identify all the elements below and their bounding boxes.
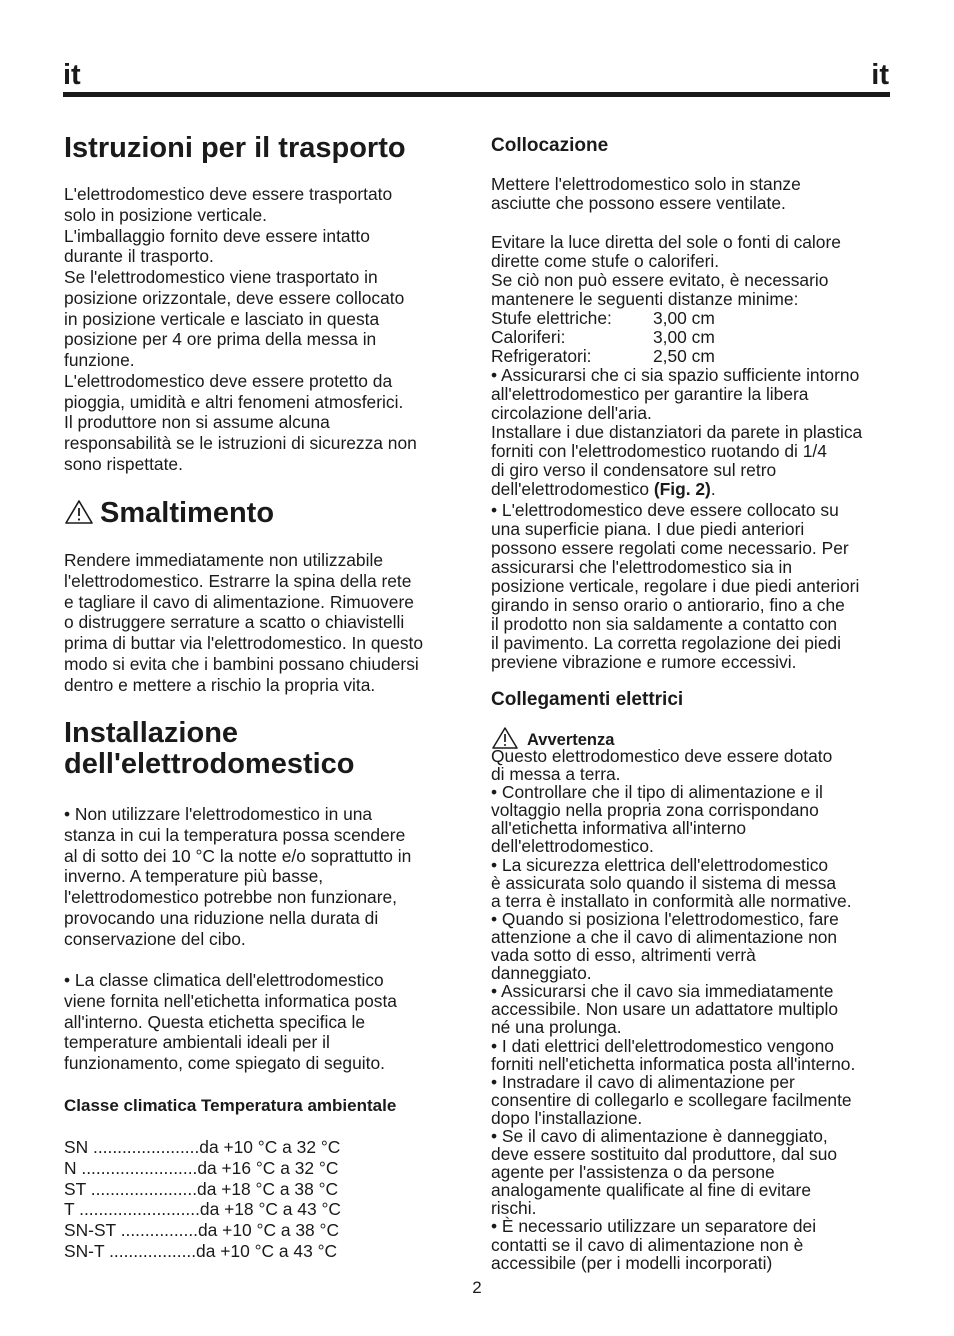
text-line: attenzione a che il cavo di alimentazione non [491, 926, 838, 947]
distance-label: Stufe elettriche: [491, 308, 612, 328]
text-line: T .........................da +18 °C a 43 °C [64, 1199, 341, 1220]
disposal-title: Smaltimento [100, 497, 275, 529]
text-line: • I dati elettrici dell'elettrodomestico vengono [491, 1035, 834, 1056]
text-line: • Controllare che il tipo di alimentazione e il [491, 782, 823, 803]
header-rule [63, 92, 890, 97]
text-line: in posizione verticale e lasciato in questa [64, 308, 380, 329]
text-line: durante il trasporto. [64, 246, 214, 267]
text-line: di messa a terra. [491, 764, 621, 785]
placement-para2 [491, 233, 841, 309]
text-line: consentire di collegarlo e scollegare facilmente [491, 1089, 852, 1110]
text-line: di giro verso il condensatore sul retro [491, 459, 777, 480]
language-code-right: it [871, 59, 889, 91]
text-line: l'elettrodomestico potrebbe non funzionare, [64, 887, 397, 907]
distance-row [491, 328, 715, 347]
text-line: funzione. [64, 350, 135, 370]
text-line: dentro e mettere a rischio la propria vita. [64, 674, 376, 695]
text-line: assicurarsi che l'elettrodomestico sia in [491, 556, 793, 577]
text-line: deve essere sostituito dal produttore, dal suo [491, 1144, 838, 1165]
text-line: possono essere regolati come necessario. Per [491, 537, 849, 558]
text-line: una superficie piana. I due piedi anteriori [491, 518, 805, 539]
text-line: posizione orizzontale, deve essere collocato [64, 287, 405, 308]
text-line: Se l'elettrodomestico viene trasportato in [64, 267, 378, 287]
fig-reference-prefix: dell'elettrodomestico [491, 478, 654, 499]
text-line: stanza in cui la temperatura possa scendere [64, 824, 406, 845]
placement-title: Collocazione [491, 135, 609, 156]
text-line: o distruggere serrature a scatto o chiavistelli [64, 612, 405, 633]
text-line: asciutte che possono essere ventilate. [491, 192, 786, 213]
text-line: • Assicurarsi che il cavo sia immediatamente [491, 981, 834, 1002]
disposal-text [64, 550, 423, 695]
text-line: e tagliare il cavo di alimentazione. Rimuovere [64, 591, 414, 612]
text-line: pioggia, umidità e altri fenomeni atmosferici. [64, 391, 404, 412]
text-line: Questo elettrodomestico deve essere dotato [491, 746, 833, 766]
text-line: • Non utilizzare l'elettrodomestico in una [64, 804, 373, 824]
placement-para3 [491, 366, 862, 499]
text-line: posizione verticale, regolare i due piedi anteriori [491, 575, 860, 596]
text-line: SN-ST ................da +10 °C a 38 °C [64, 1220, 340, 1240]
distance-row [491, 347, 715, 366]
placement-para3-last-line [491, 480, 862, 499]
text-line: dopo l'installazione. [491, 1107, 643, 1128]
text-line: il pavimento. La corretta regolazione dei piedi [491, 632, 841, 653]
text-line: • L'elettrodomestico deve essere collocato su [491, 500, 839, 520]
text-line: • Quando si posiziona l'elettrodomestico, fare [491, 908, 839, 929]
text-line: l'elettrodomestico. Estrarre la spina della rete [64, 570, 412, 591]
text-line: all'elettrodomestico per garantire la libera [491, 383, 809, 404]
text-line: • Se il cavo di alimentazione è danneggiato, [491, 1125, 828, 1146]
text-line: né una prolunga. [491, 1017, 622, 1038]
text-line: prima di buttar via l'elettrodomestico. In questo [64, 633, 424, 653]
installation-title-line1: Installazione [64, 717, 239, 749]
text-line: sono rispettate. [64, 453, 183, 474]
text-line: solo in posizione verticale. [64, 204, 267, 225]
text-line: accessibile. Non usare un adattatore multiplo [491, 999, 839, 1020]
distance-row [491, 309, 715, 328]
installation-para2 [64, 970, 397, 1074]
text-line: voltaggio nella propria zona corrispondano [491, 800, 819, 821]
text-line: all'etichetta informativa all'interno [491, 818, 747, 839]
text-line: a terra è installato in conformità alle normative. [491, 890, 852, 911]
text-line: girando in senso orario o antiorario, fino a che [491, 594, 845, 615]
text-line: modo si evita che i bambini possano chiudersi [64, 653, 419, 674]
text-line: circolazione dell'aria. [491, 402, 652, 423]
text-line: L'elettrodomestico deve essere protetto da [64, 370, 393, 391]
language-code-left: it [63, 59, 81, 91]
text-line: forniti con l'elettrodomestico ruotando di 1/4 [491, 440, 827, 461]
distance-table [491, 309, 715, 366]
text-line: mantenere le seguenti distanze minime: [491, 288, 799, 309]
electrical-text [491, 747, 855, 1272]
climate-table [64, 1137, 341, 1262]
text-line: Installare i due distanziatori da parete in plastica [491, 421, 863, 442]
placement-para4 [491, 501, 859, 672]
text-line: rischi. [491, 1198, 537, 1219]
text-line: al di sotto dei 10 °C la notte e/o soprattutto in [64, 845, 412, 866]
text-line: accessibile (per i modelli incorporati) [491, 1252, 773, 1273]
installation-title [64, 718, 355, 780]
fig-reference: (Fig. 2) [653, 478, 711, 499]
distance-value: 3,00 cm [653, 308, 715, 328]
text-line: provocando una riduzione nella durata di [64, 907, 379, 928]
text-line: SN-T ..................da +10 °C a 43 °C [64, 1240, 338, 1261]
text-line: il prodotto non sia saldamente a contatto con [491, 613, 838, 634]
text-line: forniti nell'etichetta informatica posta all'interno. [491, 1053, 856, 1074]
page-number: 2 [472, 1278, 482, 1297]
text-line: ST ......................da +18 °C a 38 °C [64, 1178, 339, 1199]
transport-text [64, 184, 417, 475]
text-line: danneggiato. [491, 963, 592, 984]
text-line: posizione per 4 ore prima della messa in [64, 329, 377, 350]
distance-value: 2,50 cm [653, 345, 715, 366]
distance-label: Refrigeratori: [491, 345, 592, 366]
text-line: N ........................da +16 °C a 32 °C [64, 1157, 339, 1178]
text-line: Il produttore non si assume alcuna [64, 412, 330, 433]
text-line: • È necessario utilizzare un separatore dei [491, 1216, 817, 1237]
text-line: conservazione del cibo. [64, 928, 246, 949]
text-line: • La sicurezza elettrica dell'elettrodomestico [491, 854, 829, 875]
text-line: Evitare la luce diretta del sole o fonti di calore [491, 232, 841, 252]
text-line: vada sotto di esso, altrimenti verrà [491, 945, 756, 966]
placement-para3-lines [491, 366, 862, 480]
text-line: SN ......................da +10 °C a 32 °C [64, 1137, 341, 1157]
text-line: agente per l'assistenza o da persone [491, 1162, 775, 1183]
installation-para1 [64, 804, 411, 949]
text-line: dirette come stufe o caloriferi. [491, 250, 720, 271]
text-line: è assicurata solo quando il sistema di messa [491, 872, 837, 893]
text-line: previene vibrazione e rumore eccessivi. [491, 651, 797, 672]
warning-label: Avvertenza [527, 731, 615, 749]
climate-table-header: Classe climatica Temperatura ambientale [64, 1096, 397, 1115]
text-line: • Assicurarsi che ci sia spazio sufficiente intorno [491, 365, 860, 385]
electrical-title: Collegamenti elettrici [491, 689, 684, 710]
fig-reference-suffix: . [710, 478, 716, 499]
text-line: Rendere immediatamente non utilizzabile [64, 550, 384, 570]
text-line: Mettere l'elettrodomestico solo in stanze [491, 174, 801, 194]
text-line: L'imballaggio fornito deve essere intatto [64, 225, 370, 246]
text-line: contatti se il cavo di alimentazione non è [491, 1234, 804, 1255]
distance-value: 3,00 cm [653, 326, 715, 347]
disposal-heading [64, 498, 274, 529]
text-line: Se ciò non può essere evitato, è necessario [491, 269, 829, 290]
installation-title-line2: dell'elettrodomestico [64, 748, 355, 780]
text-line: viene fornita nell'etichetta informatica posta [64, 990, 397, 1011]
text-line: • Instradare il cavo di alimentazione per [491, 1071, 795, 1092]
distance-label: Caloriferi: [491, 326, 566, 347]
text-line: inverno. A temperature più basse, [64, 866, 324, 887]
transport-title: Istruzioni per il trasporto [64, 132, 406, 164]
text-line: L'elettrodomestico deve essere trasportato [64, 184, 393, 204]
text-line: all'interno. Questa etichetta specifica le [64, 1011, 366, 1032]
warning-triangle-icon [64, 499, 94, 525]
placement-para1 [491, 175, 801, 213]
text-line: responsabilità se le istruzioni di sicurezza non [64, 433, 417, 453]
text-line: • La classe climatica dell'elettrodomestico [64, 970, 384, 990]
text-line: dell'elettrodomestico. [491, 836, 654, 857]
text-line: temperature ambientali ideali per il [64, 1032, 330, 1053]
text-line: funzionamento, come spiegato di seguito. [64, 1053, 385, 1073]
text-line: analogamente qualificate al fine di evitare [491, 1180, 812, 1201]
